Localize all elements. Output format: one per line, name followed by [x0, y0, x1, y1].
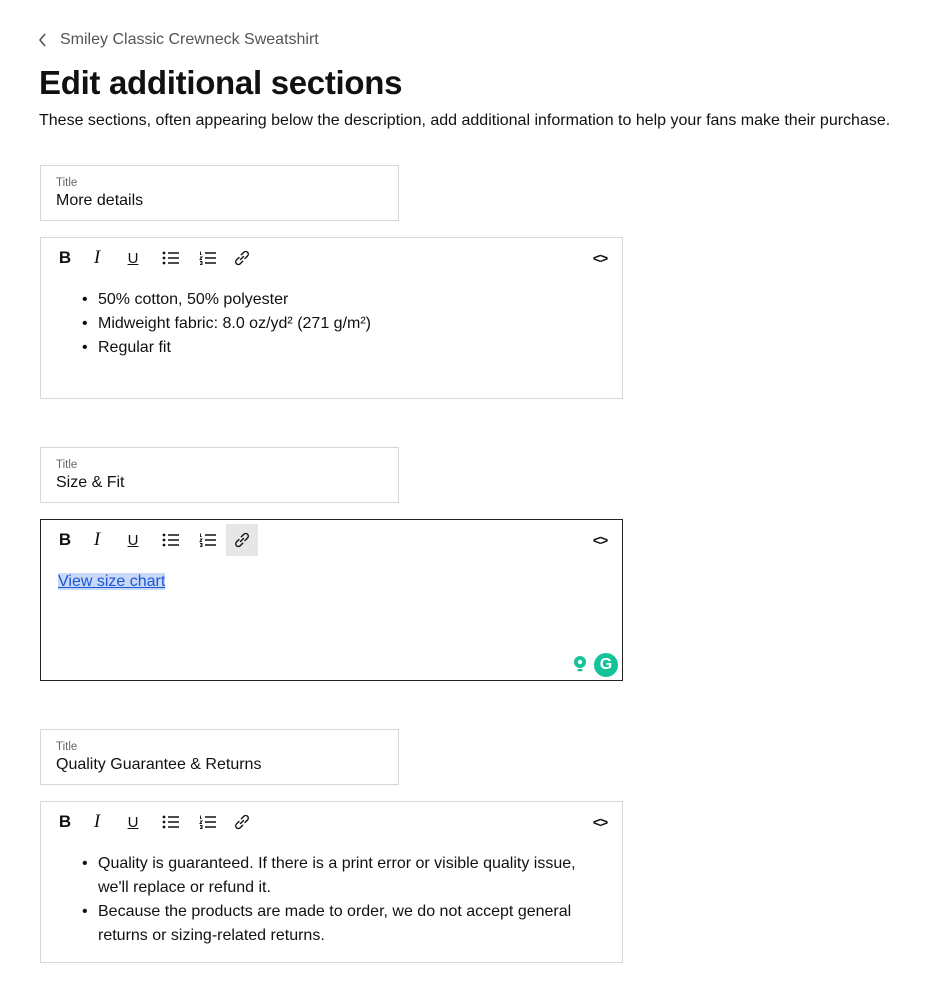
- bullet-list-button[interactable]: [155, 242, 187, 274]
- rich-text-editor[interactable]: [40, 801, 623, 963]
- bold-icon: B: [58, 812, 72, 831]
- code-icon: <>: [592, 814, 608, 830]
- list-item: • Midweight fabric: 8.0 oz/yd² (271 g/m²): [98, 312, 582, 336]
- numbered-list-icon: [199, 814, 217, 830]
- bold-icon: B: [58, 530, 72, 549]
- italic-button[interactable]: [81, 806, 113, 838]
- underline-icon: U: [127, 249, 139, 267]
- bold-button[interactable]: [49, 242, 81, 274]
- code-icon: <>: [592, 250, 608, 266]
- italic-icon: I: [93, 247, 101, 268]
- grammarly-logo-icon[interactable]: G: [594, 653, 618, 677]
- list-item: • Quality is guaranteed. If there is a print error or visible quality issue, we'll replace or refund it.: [98, 852, 582, 900]
- link-button[interactable]: [226, 524, 258, 556]
- page-description: These sections, often appearing below the description, add additional information to help your fans make their purchase.: [39, 112, 891, 129]
- italic-icon: I: [93, 811, 101, 832]
- list-item: • 50% cotton, 50% polyester: [98, 288, 582, 312]
- bullet-list-button[interactable]: [155, 524, 187, 556]
- underline-icon: U: [127, 813, 139, 831]
- italic-icon: I: [93, 529, 101, 550]
- numbered-list-button[interactable]: [192, 242, 224, 274]
- underline-button[interactable]: [117, 806, 149, 838]
- numbered-list-icon: [199, 532, 217, 548]
- page-title: Edit additional sections: [39, 64, 403, 101]
- link-icon: [233, 813, 251, 831]
- title-field-value[interactable]: Size & Fit: [56, 474, 125, 491]
- numbered-list-button[interactable]: [192, 524, 224, 556]
- editor-toolbar: [49, 242, 614, 276]
- bullet-list-button[interactable]: [155, 806, 187, 838]
- link-button[interactable]: [226, 806, 258, 838]
- numbered-list-button[interactable]: [192, 806, 224, 838]
- back-link[interactable]: [38, 30, 319, 50]
- chevron-left-icon: [38, 30, 50, 50]
- link-icon: [233, 531, 251, 549]
- lightbulb-icon[interactable]: [570, 654, 590, 676]
- editor-toolbar: [49, 524, 614, 558]
- grammarly-widget[interactable]: [566, 652, 618, 678]
- bullet-list-icon: [162, 814, 180, 830]
- title-field-label: Title: [56, 177, 78, 189]
- back-link-label: Smiley Classic Crewneck Sweatshirt: [60, 31, 319, 48]
- bold-icon: B: [58, 248, 72, 267]
- size-chart-link[interactable]: View size chart: [58, 573, 166, 590]
- rich-text-editor[interactable]: [40, 237, 623, 399]
- section-title-field[interactable]: [40, 447, 399, 503]
- bullet-list-icon: [162, 532, 180, 548]
- bullet-list: [98, 288, 582, 360]
- italic-button[interactable]: [81, 242, 113, 274]
- code-icon: <>: [592, 532, 608, 548]
- rich-text-editor[interactable]: [40, 519, 623, 681]
- link-icon: [233, 249, 251, 267]
- editor-content[interactable]: [98, 288, 582, 360]
- italic-button[interactable]: [81, 524, 113, 556]
- code-view-button[interactable]: [584, 524, 616, 556]
- title-field-value[interactable]: Quality Guarantee & Returns: [56, 756, 262, 773]
- title-field-label: Title: [56, 459, 78, 471]
- list-item: • Because the products are made to order, we do not accept general returns or sizing-related returns.: [98, 900, 582, 948]
- title-field-value[interactable]: More details: [56, 192, 144, 209]
- bullet-list: [98, 852, 582, 948]
- section-title-field[interactable]: [40, 729, 399, 785]
- editor-toolbar: [49, 806, 614, 840]
- title-field-label: Title: [56, 741, 78, 753]
- underline-button[interactable]: [117, 242, 149, 274]
- editor-content[interactable]: [98, 852, 582, 948]
- bold-button[interactable]: [49, 806, 81, 838]
- code-view-button[interactable]: [584, 806, 616, 838]
- code-view-button[interactable]: [584, 242, 616, 274]
- numbered-list-icon: [199, 250, 217, 266]
- list-item: • Regular fit: [98, 336, 582, 360]
- link-button[interactable]: [226, 242, 258, 274]
- editor-content[interactable]: [58, 570, 582, 594]
- underline-button[interactable]: [117, 524, 149, 556]
- section-title-field[interactable]: [40, 165, 399, 221]
- bold-button[interactable]: [49, 524, 81, 556]
- bullet-list-icon: [162, 250, 180, 266]
- underline-icon: U: [127, 531, 139, 549]
